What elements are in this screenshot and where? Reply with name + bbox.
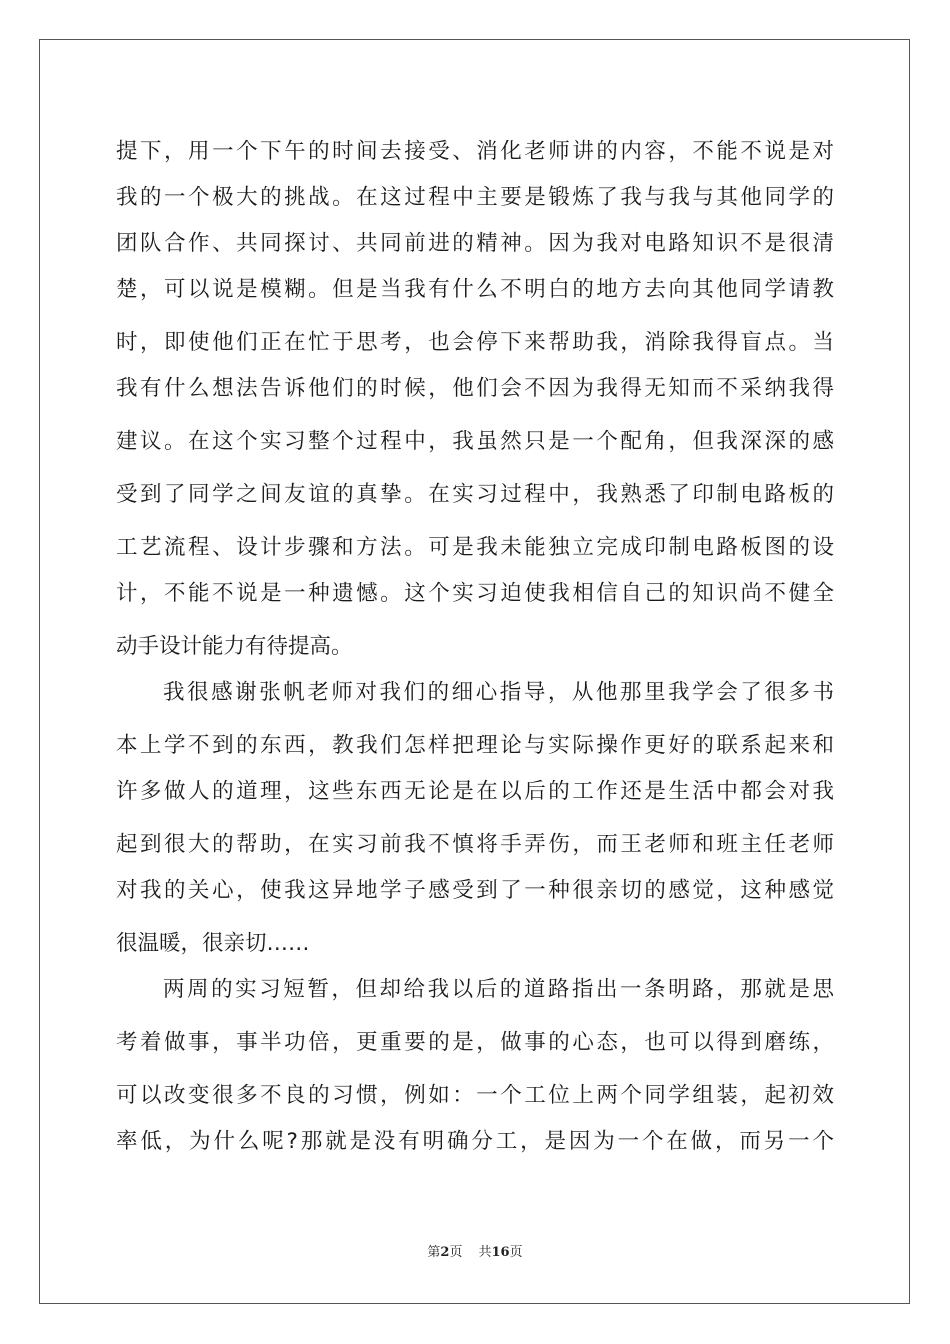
text-line: 楚，可以说是模糊。但是当我有什么不明白的地方去向其他同学请教 [116, 277, 834, 302]
total-suffix: 页 [509, 1245, 523, 1260]
text-line: 计，不能不说是一种遗憾。这个实习迫使我相信自己的知识尚不健全 [116, 581, 834, 606]
text-line: 团队合作、共同探讨、共同前进的精神。因为我对电路知识不是很清 [116, 231, 834, 256]
text-line: 建议。在这个实习整个过程中，我虽然只是一个配角，但我深深的感 [116, 429, 834, 454]
paragraph-first-line: 我很感谢张帆老师对我们的细心指导，从他那里我学会了很多书 [163, 680, 834, 705]
total-prefix: 共 [478, 1245, 492, 1260]
text-line: 我的一个极大的挑战。在这过程中主要是锻炼了我与我与其他同学的 [116, 185, 834, 210]
text-line: 受到了同学之间友谊的真挚。在实习过程中，我熟悉了印制电路板的 [116, 482, 834, 507]
page-suffix: 页 [449, 1245, 463, 1260]
text-line: 提下，用一个下午的时间去接受、消化老师讲的内容，不能不说是对 [116, 139, 834, 164]
current-page-number: 2 [440, 1245, 450, 1260]
paragraph-first-line: 两周的实习短暂，但却给我以后的道路指出一条明路，那就是思 [163, 977, 834, 1002]
text-line: 考着做事，事半功倍，更重要的是，做事的心态，也可以得到磨练， [116, 1030, 834, 1055]
text-line: 很温暖，很亲切…… [116, 931, 310, 956]
text-line: 工艺流程、设计步骤和方法。可是我未能独立完成印制电路板图的设 [116, 535, 834, 560]
page-number-footer [0, 1244, 950, 1262]
text-line: 率低，为什么呢?那就是没有明确分工，是因为一个在做，而另一个 [116, 1129, 834, 1154]
text-line: 可以改变很多不良的习惯，例如：一个工位上两个同学组装，起初效 [116, 1083, 834, 1108]
text-line: 对我的关心，使我这异地学子感受到了一种很亲切的感觉，这种感觉 [116, 878, 834, 903]
text-line: 时，即使他们正在忙于思考，也会停下来帮助我，消除我得盲点。当 [116, 330, 834, 355]
text-line: 动手设计能力有待提高。 [116, 634, 353, 659]
text-line: 我有什么想法告诉他们的时候，他们会不因为我得无知而不采纳我得 [116, 376, 834, 401]
text-line: 起到很大的帮助，在实习前我不慎将手弄伤，而王老师和班主任老师 [116, 832, 834, 857]
text-line: 本上学不到的东西，教我们怎样把理论与实际操作更好的联系起来和 [116, 733, 834, 758]
total-page-number: 16 [491, 1245, 510, 1260]
page-prefix: 第 [427, 1245, 441, 1260]
text-line: 许多做人的道理，这些东西无论是在以后的工作还是生活中都会对我 [116, 779, 834, 804]
